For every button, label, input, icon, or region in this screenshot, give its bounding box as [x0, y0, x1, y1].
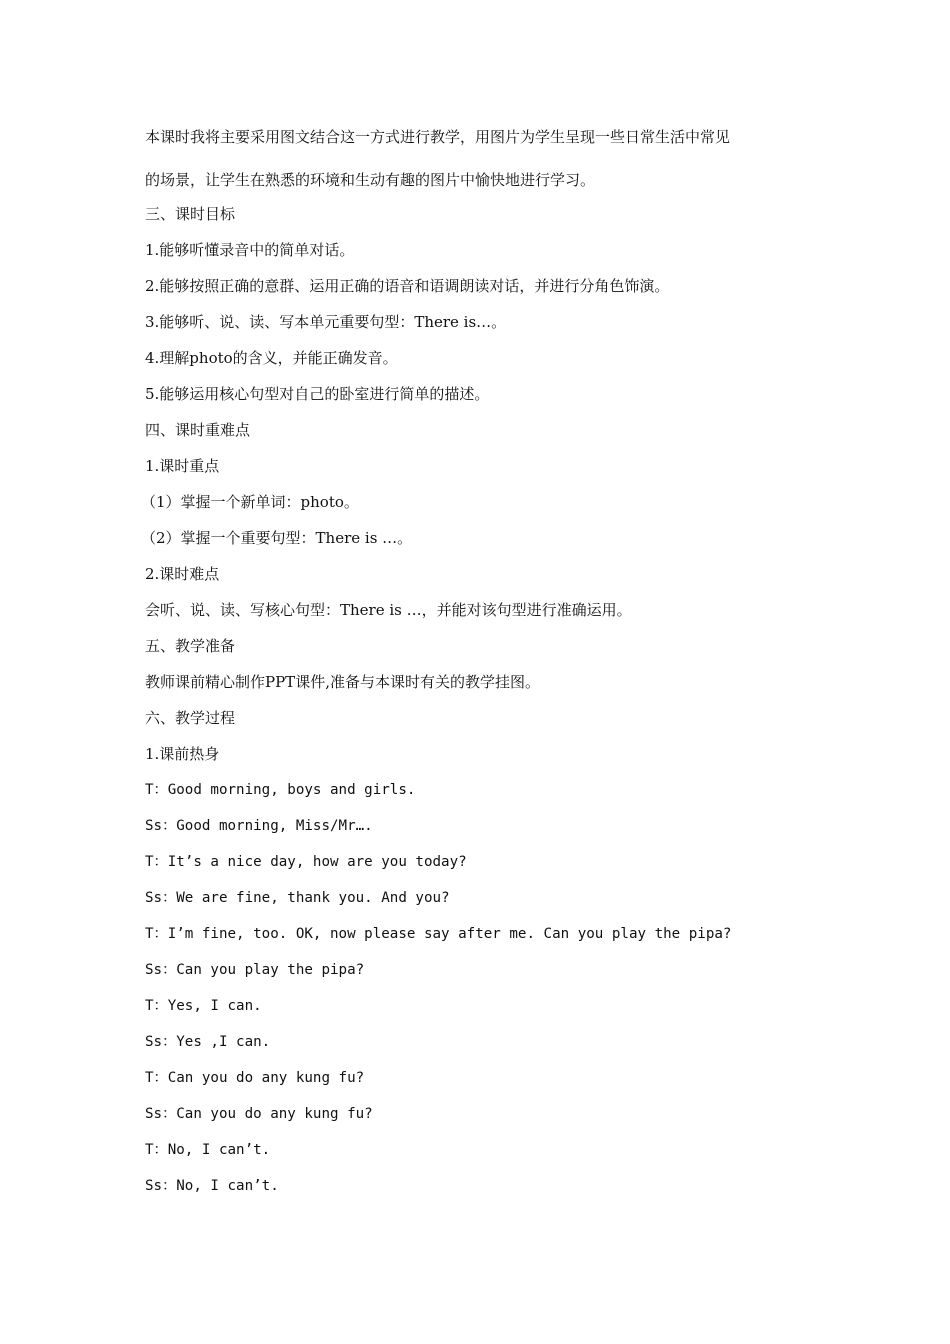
- key-point-item-2: （2）掌握一个重要句型：There is …。: [141, 529, 413, 547]
- section-heading-objectives: 三、课时目标: [145, 205, 236, 223]
- dialogue-line-10: Ss：Can you do any kung fu?: [145, 1106, 373, 1122]
- key-point-item-1: （1）掌握一个新单词：photo。: [141, 493, 359, 511]
- dialogue-line-11: T：No, I can’t.: [145, 1142, 271, 1158]
- section-heading-preparation: 五、教学准备: [145, 637, 236, 655]
- dialogue-line-5: T：I’m fine, too. OK, now please say after me. Can you play the pipa?: [145, 926, 732, 942]
- preparation-text: 教师课前精心制作PPT课件,准备与本课时有关的教学挂图。: [145, 673, 540, 691]
- subheading-warm-up: 1.课前热身: [145, 745, 220, 763]
- difficulty-text: 会听、说、读、写核心句型：There is …，并能对该句型进行准确运用。: [145, 601, 632, 619]
- dialogue-line-8: Ss：Yes ,I can.: [145, 1034, 271, 1050]
- paragraph-line-2: 的场景，让学生在熟悉的环境和生动有趣的图片中愉快地进行学习。: [145, 171, 596, 189]
- paragraph-line-1: 本课时我将主要采用图文结合这一方式进行教学，用图片为学生呈现一些日常生活中常见: [145, 128, 731, 146]
- subheading-key-points: 1.课时重点: [145, 457, 220, 475]
- subheading-difficulties: 2.课时难点: [145, 565, 220, 583]
- objective-item-1: 1.能够听懂录音中的简单对话。: [145, 241, 355, 259]
- dialogue-line-3: T：It’s a nice day, how are you today?: [145, 854, 467, 870]
- objective-item-5: 5.能够运用核心句型对自己的卧室进行简单的描述。: [145, 385, 490, 403]
- objective-item-4: 4.理解photo的含义，并能正确发音。: [145, 349, 398, 367]
- dialogue-line-12: Ss：No, I can’t.: [145, 1178, 279, 1194]
- objective-item-3: 3.能够听、说、读、写本单元重要句型：There is…。: [145, 313, 507, 331]
- section-heading-process: 六、教学过程: [145, 709, 236, 727]
- dialogue-line-7: T：Yes, I can.: [145, 998, 262, 1014]
- dialogue-line-1: T：Good morning, boys and girls.: [145, 782, 416, 798]
- dialogue-line-9: T：Can you do any kung fu?: [145, 1070, 365, 1086]
- dialogue-line-6: Ss：Can you play the pipa?: [145, 962, 365, 978]
- objective-item-2: 2.能够按照正确的意群、运用正确的语音和语调朗读对话，并进行分角色饰演。: [145, 277, 670, 295]
- section-heading-key-points: 四、课时重难点: [145, 421, 251, 439]
- dialogue-line-4: Ss：We are fine, thank you. And you?: [145, 890, 450, 906]
- dialogue-line-2: Ss：Good morning, Miss/Mr….: [145, 818, 373, 834]
